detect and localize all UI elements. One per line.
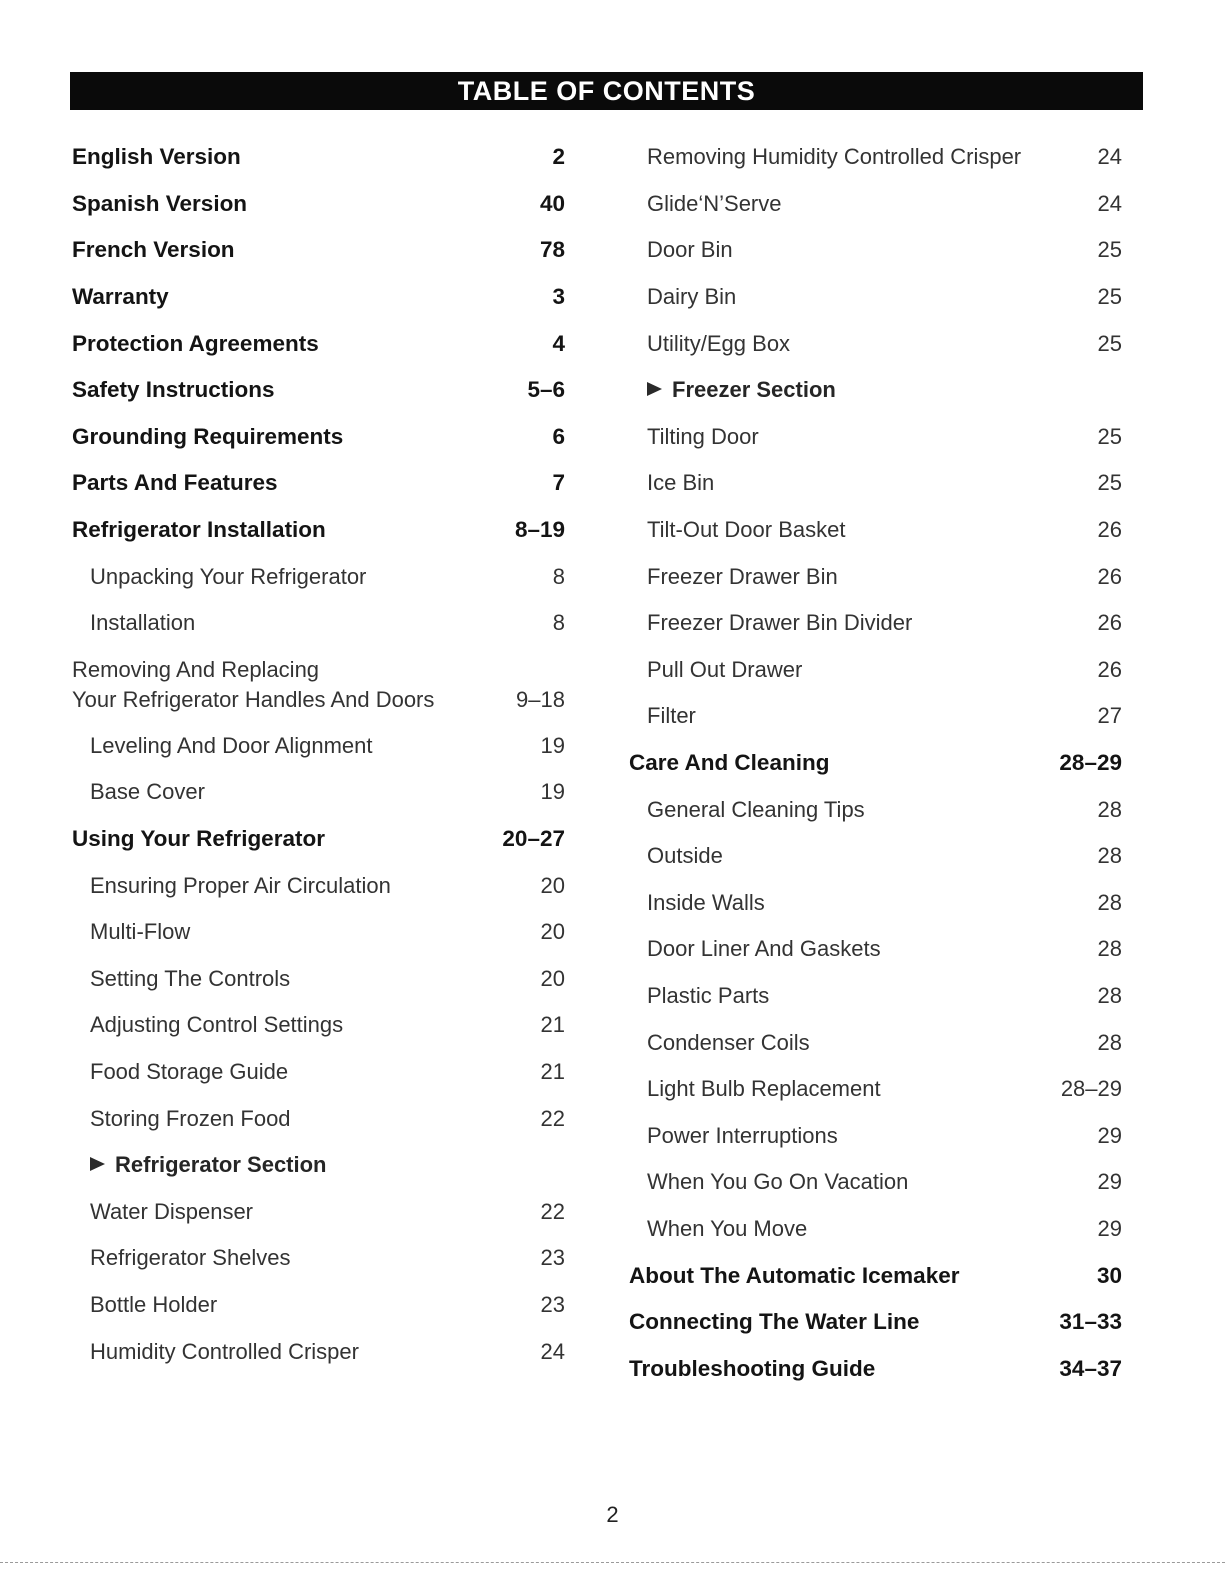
toc-entry-label: Tilt-Out Door Basket (647, 517, 846, 543)
toc-entry[interactable] (72, 956, 565, 1003)
toc-entry-label: Tilting Door (647, 423, 759, 449)
toc-entry[interactable] (72, 1282, 565, 1329)
toc-entry[interactable] (629, 973, 1122, 1020)
toc-entry[interactable] (629, 460, 1122, 507)
toc-entry-page: 23 (540, 1245, 565, 1271)
toc-entry-label: Unpacking Your Refrigerator (90, 563, 367, 589)
toc-entry-page: 28–29 (1059, 750, 1122, 776)
toc-entry-label: Removing Humidity Controlled Crisper (647, 144, 1022, 170)
toc-entry-label: Care And Cleaning (629, 750, 830, 776)
toc-entry[interactable] (72, 1188, 565, 1235)
toc-entry-label: Parts And Features (72, 470, 278, 496)
toc-entry-label: Freezer Drawer Bin (647, 563, 838, 589)
toc-entry-label: Using Your Refrigerator (72, 826, 325, 852)
toc-entry-page: 2 (552, 144, 565, 170)
toc-entry-label: Setting The Controls (90, 965, 291, 991)
toc-entry-page: 28 (1097, 1029, 1122, 1055)
toc-heading-entry[interactable] (629, 1345, 1122, 1392)
toc-entry-page: 19 (540, 732, 565, 758)
toc-entry-page: 29 (1097, 1169, 1122, 1195)
toc-entry-page: 24 (1097, 190, 1122, 216)
toc-entry-label: Ensuring Proper Air Circulation (90, 872, 391, 898)
toc-entry-label: Glide‘N’Serve (647, 190, 782, 216)
toc-entry-page: 20–27 (502, 826, 565, 852)
toc-entry-page: 22 (540, 1105, 565, 1131)
toc-entry-label: Filter (647, 703, 696, 729)
toc-entry[interactable] (629, 320, 1122, 367)
toc-entry[interactable] (72, 723, 565, 770)
toc-entry-page: 19 (540, 779, 565, 805)
toc-entry-label: Utility/Egg Box (647, 330, 791, 356)
toc-heading-entry[interactable] (72, 134, 565, 181)
bottom-divider (0, 1562, 1225, 1563)
toc-entry[interactable] (72, 553, 565, 600)
toc-entry-label: Bottle Holder (90, 1291, 218, 1317)
toc-entry-page: 28 (1097, 796, 1122, 822)
toc-section-entry[interactable] (629, 367, 1122, 414)
toc-entry[interactable] (629, 414, 1122, 461)
toc-entry-label: Plastic Parts (647, 982, 770, 1008)
toc-entry-label: Door Bin (647, 237, 733, 263)
toc-entry[interactable] (629, 1112, 1122, 1159)
toc-entry-page: 25 (1097, 330, 1122, 356)
toc-entry[interactable] (629, 926, 1122, 973)
toc-heading-entry[interactable] (72, 507, 565, 554)
toc-entry-label: Food Storage Guide (90, 1058, 289, 1084)
toc-entry-page: 24 (1097, 144, 1122, 170)
toc-entry-page: 22 (540, 1198, 565, 1224)
toc-entry[interactable] (629, 786, 1122, 833)
toc-entry-page: 31–33 (1059, 1309, 1122, 1335)
toc-entry[interactable] (629, 647, 1122, 694)
toc-entry-label: Pull Out Drawer (647, 656, 803, 682)
toc-heading-entry[interactable] (72, 460, 565, 507)
section-label-text: Freezer Section (672, 377, 836, 403)
page-number: 2 (606, 1502, 619, 1527)
toc-entry-label: English Version (72, 144, 241, 170)
toc-entry-label (72, 655, 434, 715)
toc-entry-label: Refrigerator Installation (72, 517, 326, 543)
toc-entry-page: 28 (1097, 982, 1122, 1008)
toc-heading-entry[interactable] (629, 1252, 1122, 1299)
toc-entry-page: 5–6 (527, 377, 565, 403)
toc-entry-label: Storing Frozen Food (90, 1105, 291, 1131)
toc-entry[interactable] (629, 1206, 1122, 1253)
toc-entry-page: 8 (552, 610, 565, 636)
toc-entry-page: 8 (552, 563, 565, 589)
toc-entry-page: 78 (539, 237, 565, 263)
toc-entry-page: 28 (1097, 936, 1122, 962)
toc-entry-label (629, 377, 836, 403)
toc-entry[interactable] (629, 553, 1122, 600)
toc-entry-page: 8–19 (514, 517, 565, 543)
toc-entry[interactable] (72, 769, 565, 816)
toc-entry-page: 4 (552, 330, 565, 356)
toc-entry[interactable] (72, 862, 565, 909)
toc-entry-label: Adjusting Control Settings (90, 1012, 344, 1038)
section-label-text: Refrigerator Section (115, 1152, 327, 1178)
toc-entry-label: Leveling And Door Alignment (90, 732, 373, 758)
arrow-right-icon (90, 1157, 105, 1171)
toc-entry-label: Condenser Coils (647, 1029, 810, 1055)
toc-entry-label: Grounding Requirements (72, 423, 344, 449)
toc-entry[interactable] (629, 181, 1122, 228)
toc-entry-page: 28–29 (1060, 1076, 1122, 1102)
toc-section-entry[interactable] (72, 1142, 565, 1189)
toc-entry-page: 40 (539, 190, 565, 216)
toc-entry-page: 7 (552, 470, 565, 496)
toc-entry-label: Base Cover (90, 779, 205, 805)
toc-entry-label: French Version (72, 237, 235, 263)
toc-heading-entry[interactable] (629, 740, 1122, 787)
toc-entry[interactable] (629, 507, 1122, 554)
toc-entry-label: Inside Walls (647, 889, 765, 915)
toc-title: TABLE OF CONTENTS (70, 72, 1143, 110)
toc-entry-page: 26 (1097, 610, 1122, 636)
toc-entry-page: 27 (1097, 703, 1122, 729)
toc-entry-label: General Cleaning Tips (647, 796, 865, 822)
toc-entry[interactable] (72, 600, 565, 647)
toc-entry-page: 26 (1097, 563, 1122, 589)
toc-entry-page: 20 (540, 965, 565, 991)
toc-entry-label: Spanish Version (72, 190, 248, 216)
toc-entry[interactable] (629, 1159, 1122, 1206)
toc-entry-label: Connecting The Water Line (629, 1309, 920, 1335)
toc-entry-page: 25 (1097, 284, 1122, 310)
toc-entry-label: Warranty (72, 284, 169, 310)
toc-entry[interactable] (629, 693, 1122, 740)
toc-entry[interactable] (629, 833, 1122, 880)
toc-heading-entry[interactable] (72, 274, 565, 321)
toc-entry-label (72, 1152, 327, 1178)
toc-entry-page: 9–18 (516, 686, 565, 712)
toc-entry-label: Power Interruptions (647, 1122, 838, 1148)
toc-entry-page: 20 (540, 919, 565, 945)
toc-entry-label: Protection Agreements (72, 330, 319, 356)
toc-heading-entry[interactable] (72, 367, 565, 414)
toc-entry-page: 28 (1097, 843, 1122, 869)
toc-heading-entry[interactable] (72, 227, 565, 274)
toc-entry-label: Refrigerator Shelves (90, 1245, 291, 1271)
toc-entry[interactable] (72, 1328, 565, 1375)
toc-entry-label: Troubleshooting Guide (629, 1355, 876, 1381)
toc-entry[interactable] (629, 1019, 1122, 1066)
toc-entry-label: Safety Instructions (72, 377, 275, 403)
toc-entry-page: 20 (540, 872, 565, 898)
toc-entry[interactable] (629, 274, 1122, 321)
toc-entry-page: 25 (1097, 423, 1122, 449)
toc-entry-label: Ice Bin (647, 470, 715, 496)
toc-entry-page: 26 (1097, 656, 1122, 682)
toc-entry[interactable] (629, 227, 1122, 274)
toc-entry-label: Door Liner And Gaskets (647, 936, 881, 962)
toc-entry-label: Multi-Flow (90, 919, 191, 945)
toc-entry-page: 21 (540, 1012, 565, 1038)
toc-entry[interactable] (629, 880, 1122, 927)
toc-entry[interactable] (72, 1002, 565, 1049)
toc-entry[interactable] (72, 1235, 565, 1282)
toc-entry[interactable] (629, 134, 1122, 181)
toc-entry-label: About The Automatic Icemaker (629, 1262, 960, 1288)
toc-heading-entry[interactable] (72, 414, 565, 461)
toc-right-column (629, 134, 1122, 1392)
toc-entry-page: 26 (1097, 517, 1122, 543)
toc-entry[interactable] (72, 909, 565, 956)
toc-entry-label: When You Move (647, 1215, 808, 1241)
toc-entry-page: 25 (1097, 237, 1122, 263)
toc-entry-page: 25 (1097, 470, 1122, 496)
toc-entry[interactable] (629, 1066, 1122, 1113)
toc-entry-label: Installation (90, 610, 196, 636)
toc-entry-label: Water Dispenser (90, 1198, 254, 1224)
toc-heading-entry[interactable] (72, 320, 565, 367)
toc-entry[interactable] (629, 600, 1122, 647)
toc-entry[interactable] (72, 647, 565, 723)
toc-entry-label: Outside (647, 843, 723, 869)
toc-entry-page: 21 (540, 1058, 565, 1084)
toc-entry[interactable] (72, 1095, 565, 1142)
toc-entry[interactable] (72, 1049, 565, 1096)
toc-entry-page: 29 (1097, 1215, 1122, 1241)
toc-entry-page: 3 (552, 284, 565, 310)
toc-heading-entry[interactable] (629, 1299, 1122, 1346)
toc-left-column (72, 134, 565, 1375)
arrow-right-icon (647, 382, 662, 396)
toc-entry-label: Freezer Drawer Bin Divider (647, 610, 913, 636)
toc-entry-label: Light Bulb Replacement (647, 1076, 881, 1102)
toc-entry-page: 6 (552, 423, 565, 449)
toc-entry-label: When You Go On Vacation (647, 1169, 909, 1195)
toc-entry-page: 29 (1097, 1122, 1122, 1148)
toc-entry-page: 23 (540, 1291, 565, 1317)
toc-entry-label-line1: Removing And Replacing (72, 656, 320, 682)
toc-heading-entry[interactable] (72, 816, 565, 863)
toc-entry-page: 34–37 (1059, 1355, 1122, 1381)
toc-entry-label-line2: Your Refrigerator Handles And Doors (72, 686, 435, 712)
toc-entry-label: Humidity Controlled Crisper (90, 1338, 359, 1364)
toc-entry-label: Dairy Bin (647, 284, 737, 310)
toc-entry-page: 30 (1096, 1262, 1122, 1288)
toc-entry-page: 24 (540, 1338, 565, 1364)
toc-entry-page: 28 (1097, 889, 1122, 915)
toc-heading-entry[interactable] (72, 181, 565, 228)
